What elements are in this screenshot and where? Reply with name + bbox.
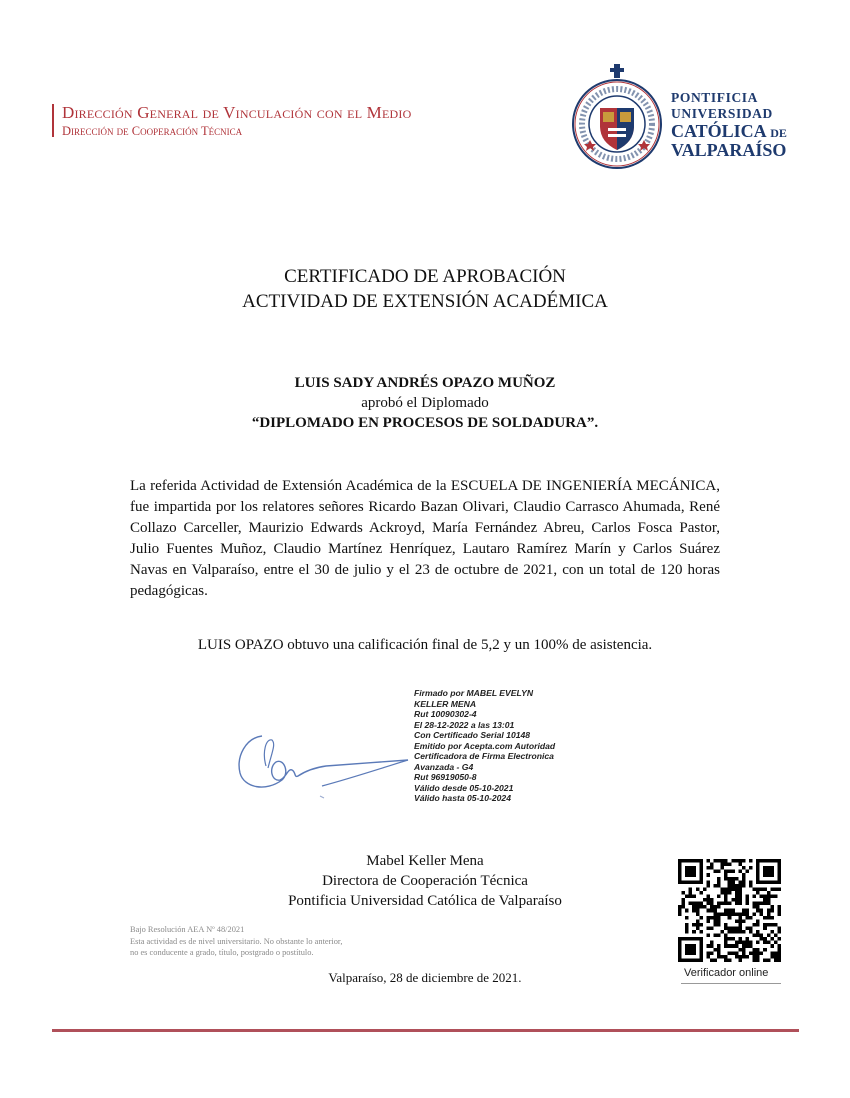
approved-text: aprobó el Diplomado: [361, 395, 489, 411]
course-name: “DIPLOMADO EN PROCESOS DE SOLDADURA”.: [251, 415, 599, 431]
verification-qr-code[interactable]: [678, 859, 781, 962]
university-line3: [671, 122, 787, 140]
header-accent-bar: [52, 104, 54, 137]
fine-print-line: Bajo Resolución AEA Nº 48/2021: [130, 925, 245, 934]
university-line4: VALPARAÍSO: [671, 140, 787, 160]
university-wordmark: [671, 91, 787, 159]
certificate-body-paragraph: La referida Actividad de Extensión Académica de la ESCUELA DE INGENIERÍA MECÁNICA, fue impartida por los relatores señores Ricardo Bazan Olivari, Claudio Carrasco Ahumada, René Collazo Carceller, Maurizio Edwards Ackroyd, María Fernández Abreu, Carlos Fosca Pastor, Julio Fuentes Muñoz, Claudio Martínez Henríquez, Lautaro Ramírez Marín y Carlos Suárez Navas en Valparaíso, entre el 30 de julio y el 23 de octubre de 2021, con un total de 120 horas pedagógicas.: [130, 478, 720, 599]
signer-institution: Pontificia Universidad Católica de Valparaíso: [288, 893, 562, 909]
signature-stamp-line: Válido desde 05-10-2021: [414, 782, 514, 793]
qr-finder-pattern: [763, 866, 774, 877]
signature-stamp-line: KELLER MENA: [414, 698, 477, 709]
handwritten-signature: [232, 718, 412, 803]
digital-signature-stamp: [414, 688, 594, 804]
university-line3-suffix: DE: [770, 126, 787, 140]
signature-stamp-line: Emitido por Acepta.com Autoridad: [414, 740, 556, 751]
fine-print-line: Esta actividad es de nivel universitario. No obstante lo anterior,: [130, 936, 343, 946]
place-and-date: Valparaíso, 28 de diciembre de 2021.: [328, 970, 522, 985]
university-line3-word: CATÓLICA: [671, 121, 766, 141]
qr-finder-pattern: [685, 944, 696, 955]
fine-print: [130, 924, 342, 959]
university-seal-logo: [570, 62, 664, 172]
certificate-title: CERTIFICADO DE APROBACIÓN: [284, 266, 566, 287]
verifier-online-label[interactable]: Verificador online: [684, 967, 769, 979]
signer-role: Directora de Cooperación Técnica: [322, 873, 528, 889]
recipient-name: LUIS SADY ANDRÉS OPAZO MUÑOZ: [294, 375, 556, 391]
certificate-subtitle: ACTIVIDAD DE EXTENSIÓN ACADÉMICA: [242, 291, 608, 312]
signature-stamp-line: Rut 96919050-8: [414, 772, 477, 782]
signature-stamp-line: Firmado por MABEL EVELYN: [414, 688, 534, 698]
qr-finder-pattern: [685, 866, 696, 877]
university-line2: UNIVERSIDAD: [671, 105, 773, 121]
signature-stamp-line: Válido hasta 05-10-2024: [414, 793, 511, 803]
signer-name: Mabel Keller Mena: [366, 853, 484, 869]
grade-statement: LUIS OPAZO obtuvo una calificación final de 5,2 y un 100% de asistencia.: [197, 637, 653, 653]
signature-stamp-line: El 28-12-2022 a las 13:01: [414, 719, 515, 730]
university-line1: PONTIFICIA: [671, 90, 759, 105]
fine-print-line: no es conducente a grado, título, postgrado o postítulo.: [130, 948, 314, 957]
signature-stamp-line: Rut 10090302-4: [414, 709, 477, 719]
header-direction-general: Dirección General de Vinculación con el Medio: [62, 103, 412, 122]
footer-rule: [52, 1029, 799, 1032]
verification-code-strip: [681, 982, 781, 985]
signature-stamp-line: Con Certificado Serial 10148: [414, 730, 531, 740]
header-direction-cooperation: Dirección de Cooperación Técnica: [62, 124, 243, 138]
signature-stamp-line: Certificadora de Firma Electronica: [414, 751, 554, 761]
signature-stamp-line: Avanzada - G4: [414, 761, 474, 772]
